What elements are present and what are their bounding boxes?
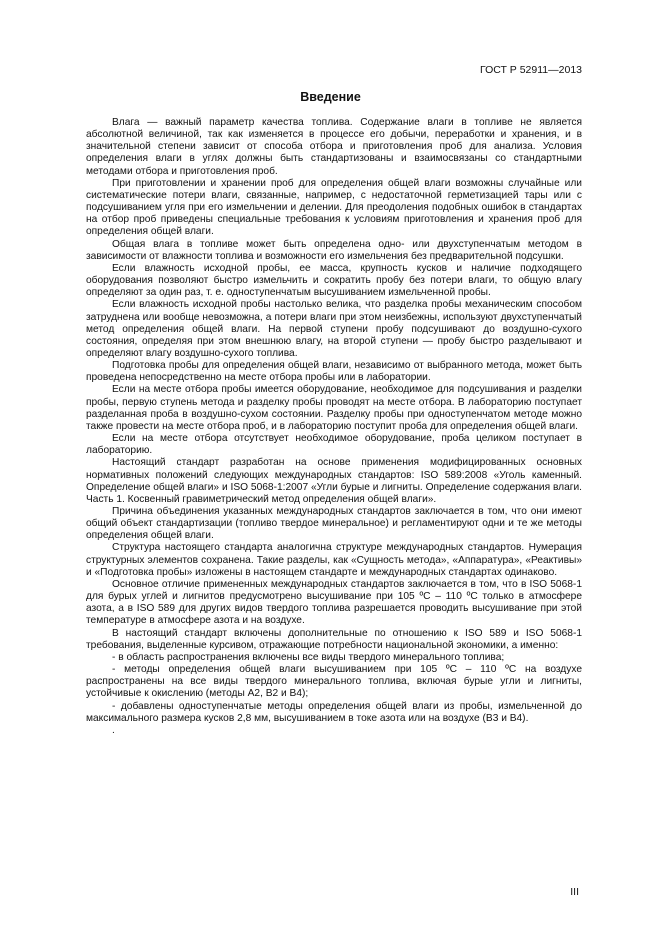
paragraph: Если влажность исходной пробы, ее масса, крупность кусков и наличие подходящего оборудования позволяют быстро измельчить и сократить пробу без потери влаги, то общую влагу определяют за один раз, т. е. одноступенчатым высушиванием измельченной пробы. (86, 262, 582, 299)
paragraph: Подготовка пробы для определения общей влаги, независимо от выбранного метода, может быть проведена непосредственно на месте отбора пробы или в лаборатории. (86, 360, 582, 384)
paragraph: Если влажность исходной пробы настолько велика, что разделка пробы механическим способом затруднена или вообще невозможна, а потери влаги при этом неизбежны, используют двухступенчатый метод определения общей влаги. На первой ступени пробу подсушивают до воздушно-сухого состояния, определяя при этом внешнюю влагу, на второй ступени — пробу быстро разделывают и определяют влагу воздушно-сухого топлива. (86, 299, 582, 359)
trailing-mark: . (112, 724, 115, 736)
list-item: - методы определения общей влаги высушиванием при 105 ºС – 110 ºС на воздухе распространены на все виды твердого минерального топлива, включая бурые угли и лигниты, устойчивые к окислению (методы А2, В2 и В4); (86, 664, 582, 700)
paragraph: Общая влага в топливе может быть определена одно- или двухступенчатым методом в зависимости от влажности топлива и возможности его измельчения без предварительной подсушки. (86, 238, 582, 262)
paragraph: Структура настоящего стандарта аналогична структуре международных стандартов. Нумерация структурных элементов сохранена. Такие разделы, как «Сущность метода», «Аппаратура», «Реактивы» и «Подготовка пробы» изложены в настоящем стандарте и международных стандартах одинаково. (86, 542, 582, 578)
document-code: ГОСТ Р 52911—2013 (479, 64, 582, 76)
section-title: Введение (300, 90, 361, 104)
paragraph: Если на месте отбора пробы имеется оборудование, необходимое для подсушивания и разделки пробы, первую ступень метода и разделку пробы проводят на месте отбора. В лабораторию поступает разделанная проба в воздушно-сухом состоянии. Разделку пробы при одноступенчатом методе можно также провести на месте отбора проб, и в лабораторию поступит проба для определения общей влаги. (86, 384, 582, 432)
paragraph: Если на месте отбора отсутствует необходимое оборудование, проба целиком поступает в лабораторию. (86, 433, 582, 457)
paragraph: Влага — важный параметр качества топлива. Содержание влаги в топливе не является абсолютной величиной, так как изменяется в процессе его добычи, переработки и хранения, и в значительной степени зависит от способа отбора и приготовления проб для анализа. Условия определения влаги в углях должны быть стандартизованы и взаимосвязаны со стандартными методами отбора и приготовления проб. (86, 117, 582, 177)
paragraph: При приготовлении и хранении проб для определения общей влаги возможны случайные или систематические потери влаги, связанные, например, с недостаточной герметизацией тары или с подсушиванием угля при его измельчении и делении. Для преодоления подобных ошибок в стандартах на отбор проб приведены специальные требования к условиям приготовления и хранения проб для определения общей влаги. (86, 177, 582, 238)
paragraph: В настоящий стандарт включены дополнительные по отношению к ISO 589 и ISO 5068-1 требования, выделенные курсивом, отражающие потребности национальной экономики, а именно: (86, 627, 582, 651)
list-item: - в область распространения включены все виды твердого минерального топлива; (112, 651, 505, 663)
list-item: - добавлены одноступенчатые методы определения общей влаги из пробы, измельченной до максимального размера кусков 2,8 мм, высушиванием в токе азота или на воздухе (В3 и В4). (86, 700, 582, 724)
document-body (86, 117, 582, 737)
page-number: III (570, 886, 579, 898)
paragraph: Настоящий стандарт разработан на основе применения модифицированных основных нормативных положений следующих международных стандартов: ISO 589:2008 «Уголь каменный. Определение общей влаги» и ISO 5068-1:2007 «Угли бурые и лигниты. Определение содержания влаги. Часть 1. Косвенный гравиметрический метод определения общей влаги». (86, 457, 582, 505)
paragraph: Основное отличие примененных международных стандартов заключается в том, что в ISO 5068-1 для бурых углей и лигнитов предусмотрено высушивание при 105 ºС – 110 ºС только в атмосфере азота, а в ISO 589 для других видов твердого топлива разрешается проводить высушивание при этой температуре в атмосфере азота и на воздухе. (86, 578, 582, 627)
paragraph: Причина объединения указанных международных стандартов заключается в том, что они имеют общий объект стандартизации (топливо твердое минеральное) и регламентируют одни и те же методы определения общей влаги. (86, 506, 582, 542)
